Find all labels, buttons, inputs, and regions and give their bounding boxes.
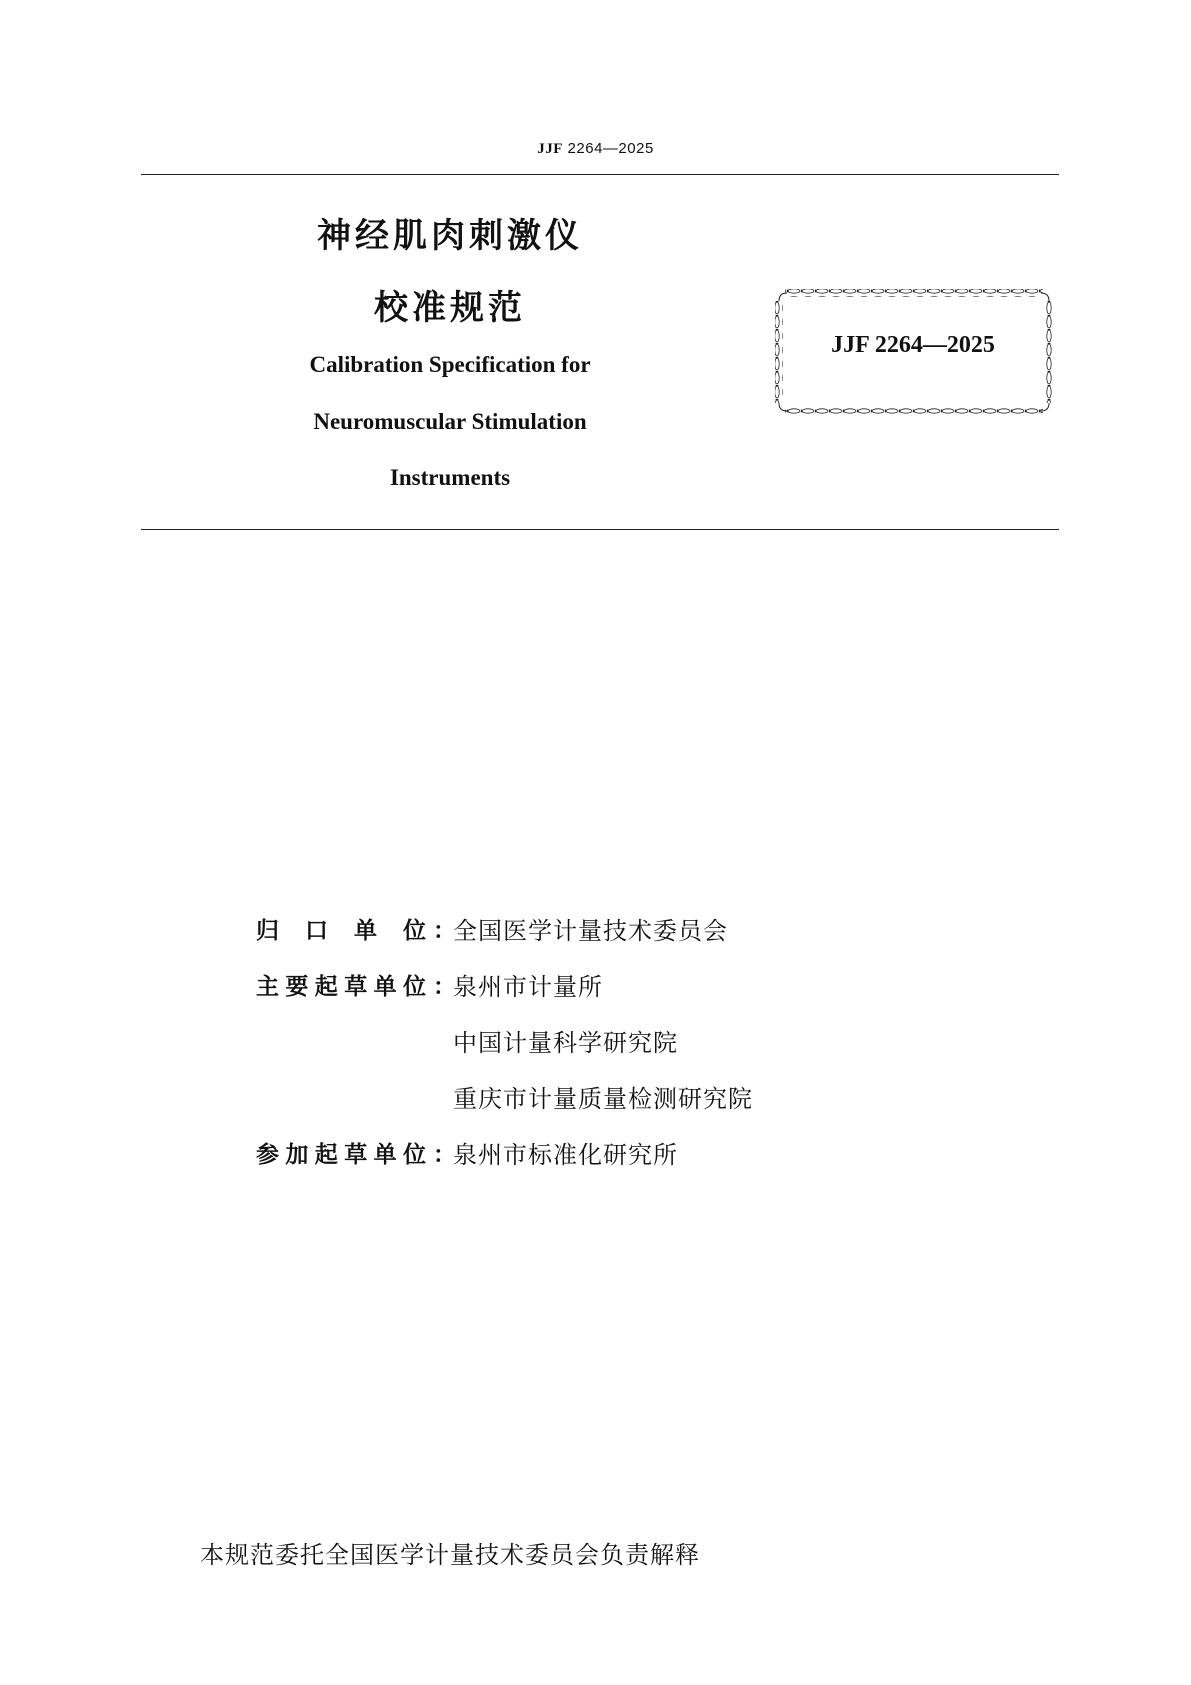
- participating-drafting-unit-value: 泉州市标准化研究所: [453, 1141, 678, 1169]
- header-code-number: 2264—2025: [567, 140, 654, 157]
- header-standard-code: [0, 140, 1191, 158]
- main-drafting-unit-label: 主要起草单位: [256, 974, 426, 1000]
- main-drafting-unit-value: 中国计量科学研究院: [453, 1029, 678, 1057]
- main-drafting-unit-colon: ：: [433, 974, 456, 1000]
- stamp-code: JJF 2264—2025: [831, 331, 995, 358]
- title-en-line3: Instruments: [389, 465, 511, 490]
- participating-drafting-unit-colon: ：: [433, 1142, 456, 1168]
- responsible-unit-label: 归口单位: [256, 918, 426, 944]
- interpretation-note: 本规范委托全国医学计量技术委员会负责解释: [200, 1541, 700, 1569]
- title-cn-line1: 神经肌肉刺激仪: [317, 216, 583, 256]
- title-en-line2: Neuromuscular Stimulation: [313, 409, 587, 434]
- participating-drafting-unit-label: 参加起草单位: [256, 1142, 426, 1168]
- responsible-unit-colon: ：: [433, 918, 456, 944]
- top-rule: [141, 174, 1059, 175]
- header-code-prefix: JJF: [537, 141, 563, 157]
- bottom-rule: [141, 529, 1059, 530]
- title-en-line1: Calibration Specification for: [309, 352, 591, 377]
- title-cn-line2: 校准规范: [374, 288, 526, 328]
- main-drafting-unit-value: 泉州市计量所: [453, 973, 603, 1001]
- main-drafting-unit-value: 重庆市计量质量检测研究院: [453, 1085, 753, 1113]
- responsible-unit-value: 全国医学计量技术委员会: [453, 917, 728, 945]
